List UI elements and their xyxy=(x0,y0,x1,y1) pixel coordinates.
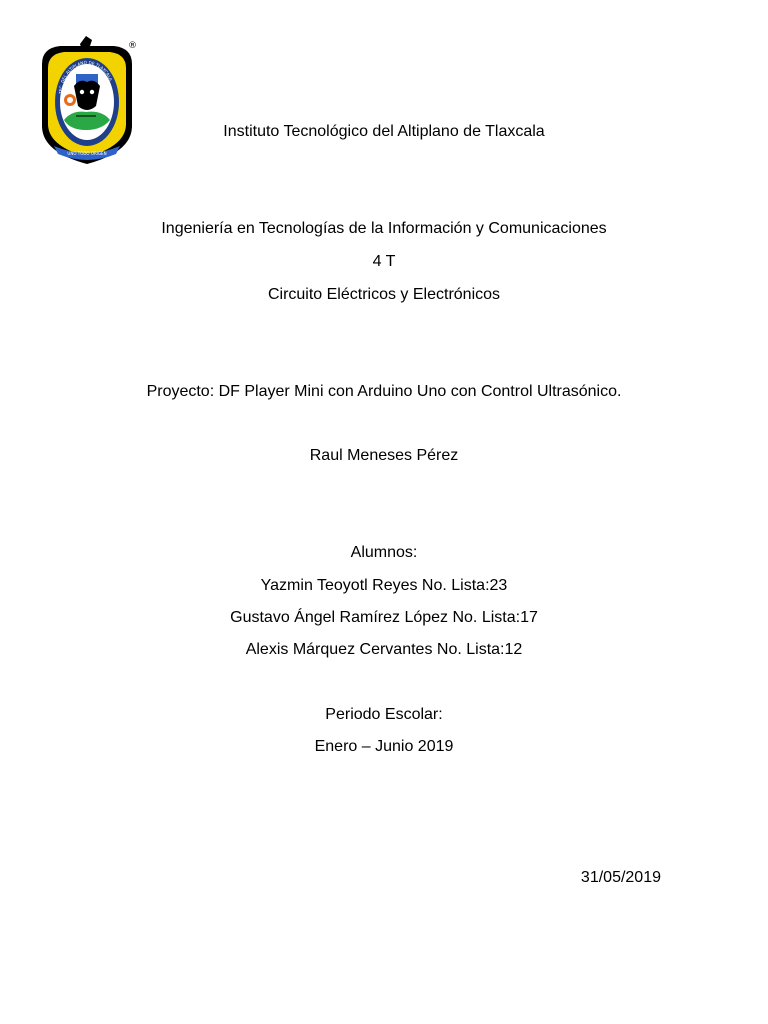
institute-name: Instituto Tecnológico del Altiplano de Tlaxcala xyxy=(223,123,545,140)
group-label: 4 T xyxy=(372,253,396,270)
logo-ring-text: TEC. DEL ALTIPLANO DE TLAXCALA xyxy=(57,59,114,95)
period-heading: Periodo Escolar: xyxy=(325,706,443,723)
registered-mark: ® xyxy=(128,41,137,51)
student-item: Yazmin Teoyotl Reyes No. Lista:23 xyxy=(260,577,508,594)
teacher-name: Raul Meneses Pérez xyxy=(309,447,459,464)
career-name: Ingeniería en Tecnologías de la Información y Comunicaciones xyxy=(161,220,607,237)
student-item: Alexis Márquez Cervantes No. Lista:12 xyxy=(245,641,523,658)
logo-banner-text: UNO TODO ORIGEN xyxy=(67,151,107,156)
institute-logo xyxy=(36,34,138,166)
period-value: Enero – Junio 2019 xyxy=(314,738,454,755)
subject-name: Circuito Eléctricos y Electrónicos xyxy=(267,286,501,303)
project-title: Proyecto: DF Player Mini con Arduino Uno con Control Ultrasónico. xyxy=(146,383,622,400)
students-heading: Alumnos: xyxy=(350,544,418,561)
student-item: Gustavo Ángel Ramírez López No. Lista:17 xyxy=(230,609,538,626)
document-date: 31/05/2019 xyxy=(580,869,661,886)
